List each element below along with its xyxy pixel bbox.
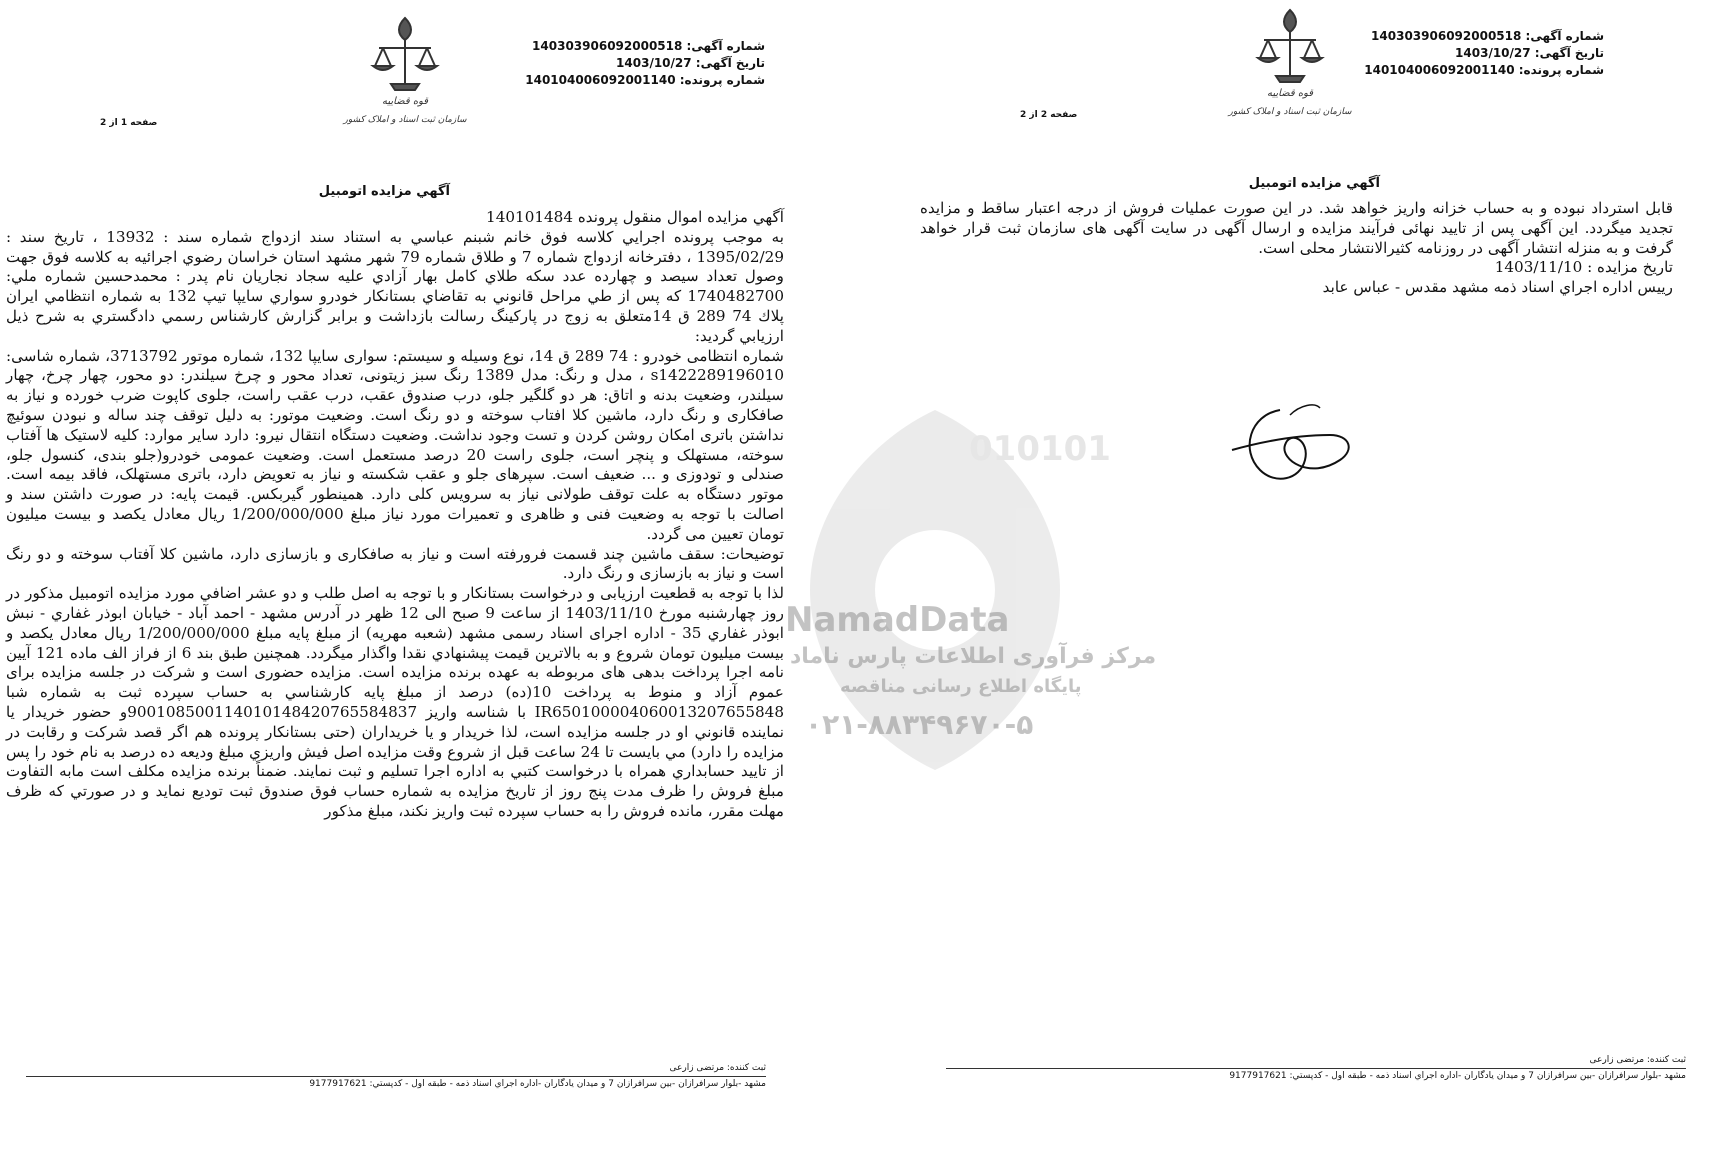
svg-text:010101: 010101 [969,429,1111,469]
document-page-2 [920,0,1722,1153]
svg-text:سازمان ثبت اسناد و املاک کشور: سازمان ثبت اسناد و املاک کشور [343,115,467,125]
svg-text:قوه قضاییه: قوه قضاییه [1266,88,1314,99]
watermark-line1: مرکز فرآوری اطلاعات پارس ناماد [790,644,1157,669]
page-footer [26,1063,766,1089]
watermark-brand: NamadData [785,600,1010,640]
footer-divider [26,1076,766,1077]
body-paragraph: آگهي مزايده اموال منقول پرونده 140101484 [486,208,784,226]
body-paragraph: به موجب پرونده اجرايي کلاسه فوق خانم شبنم عباسي به استناد سند ازدواج شماره سند : 13932 ، تاريخ سند : 1395/02/29 ، دفترخانه ازدواج شماره 7 و طلاق شماره 79 شهر مشهد استان خراسان رضوي اجرائيه به کلاسه فوق جهت وصول تعداد سيصد و چهارده عدد سكه طلاي كامل بهار آزادي عليه سجاد نجاريان نام پدر : محمدحسين شماره ملي: 1740482700 كه پس از طي مراحل قانوني به تقاضاي بستانكار خودرو سواري سايپا تيپ 132 به شماره انتظامي ايران پلاك 74 289 ق 14متعلق به زوج در پاركينگ رسالت بازداشت و برابر گزارش كارشناس رسمي دادگستري به شرح ذيل ارزيابي گرديد: [6,227,785,345]
document-title: آگهي مزايده اتومبيل [1248,176,1380,191]
footer-address: مشهد -بلوار سرافرازان -بين سرافرازان 7 و ميدان يادگاران -اداره اجراي اسناد ذمه - طبقه اول - کدپستي: 9177917621 [309,1079,766,1089]
watermark-line2: پایگاه اطلاع رسانی مناقصه [840,676,1082,697]
notice-number: شماره آگهی: 140303906092000518 [532,39,765,53]
document-body [6,208,784,822]
judiciary-emblem-icon [345,10,465,130]
body-paragraph: توضیحات: سقف ماشین چند قسمت فرورفته است و نیاز به صافکاری و بازسازی دارد، ماشین کلا آفتاب سوخته و دو رنگ است و نیاز به بازسازی و رنگ دارد. [6,544,784,583]
notice-number: شماره آگهی: 140303906092000518 [1371,29,1604,43]
footer-address: مشهد -بلوار سرافرازان -بين سرافرازان 7 و ميدان يادگاران -اداره اجراي اسناد ذمه - طبقه اول - کدپستي: 9177917621 [1229,1071,1686,1081]
notice-date: تاریخ آگهی: 1403/10/27 [616,56,765,70]
signer-line: رییس اداره اجراي اسناد ذمه مشهد مقدس - عباس عابد [1322,278,1673,297]
watermark-phone: ۰۲۱-۸۸۳۴۹۶۷۰-۵ [805,708,1034,741]
page-footer [946,1055,1686,1081]
case-number: شماره پرونده: 140104006092001140 [1364,63,1604,77]
case-number: شماره پرونده: 140104006092001140 [525,73,765,87]
footer-divider [946,1068,1686,1069]
auction-date: تاریخ مزایده : 1403/11/10 [1494,258,1673,277]
svg-text:سازمان ثبت اسناد و املاک کشور: سازمان ثبت اسناد و املاک کشور [1228,107,1352,117]
svg-text:قوه قضاییه: قوه قضاییه [381,96,429,107]
page-number: صفحه 1 از 2 [100,118,158,128]
notice-date: تاریخ آگهی: 1403/10/27 [1455,46,1604,60]
body-paragraph: شماره انتظامی خودرو : 74 289 ق 14، نوع وسیله و سیستم: سواری سایپا 132، شماره موتور 3713792، شماره شاسی: s1422289196010 ، مدل و رنگ: مدل 1389 رنگ سبز زیتونی، تعداد محور و چرخ سیلندر: دو محور، چهار چرخ، چهار سیلندر، وضعیت بدنه و اتاق: هر دو گلگیر جلو، درب صندوق عقب، درب عقب راست، جلوی کاپوت ضرب خورده و نیاز به صافکاری و رنگ دارد، ماشین کلا افتاب سوخته و دو رنگ است. وضعیت موتور: به دلیل توقف چند ساله و نبودن سوئیچ نداشتن باتری امکان روشن کردن و تست وجود نداشت. وضعیت دستگاه انتقال نیرو: دارد سایر موارد: کلیه لاستیک ها آفتاب سوخته، مستهلک و پنچر است، جلوی راست 20 درصد مستعمل است. وضعیت عمومی خودرو(جلو بندی، کنسول جلو، صندلی و تودوزی و ... ضعیف است. سپرهای جلو و عقب شکسته و نیاز به تعویض دارد، باتری مستهلک، فاقد بیمه است. موتور دستگاه به علت توقف طولانی نیاز به سرویس کلی دارد. همینطور گیربکس. قیمت پایه: در صورت داشتن سند و اصالت با توجه به وضعیت فنی و ظاهری و تعمیرات مورد نیاز مبلغ 1/200/000/000 ریال معادل یکصد و بیست میلیون تومان تعیین می گردد. [6,346,785,543]
registrar: ثبت کننده: مرتضی زارعی [1589,1055,1686,1065]
page-number: صفحه 2 از 2 [1020,110,1078,120]
document-title: آگهي مزايده اتومبيل [318,184,450,199]
judiciary-emblem-icon [1230,2,1350,122]
notice-meta [1364,28,1604,79]
body-paragraph: لذا با توجه به قطعیت ارزیابی و درخواست بستانکار و با توجه به اصل طلب و دو عشر اضافي مورد مزايده اتومبیل مذکور در روز چهارشنبه مورخ 1403/11/10 از ساعت 9 صبح الی 12 ظهر در آدرس مشهد - احمد آباد - خيابان ابوذر غفاري - نبش ابوذر غفاري 35 - اداره اجرای اسناد رسمی مشهد (شعبه مهریه) از مبلغ پایه مبلغ 1/200/000/000 ریال معادل یکصد و بیست میلیون تومان شروع و به بالاترين قيمت پيشنهادي نقدا واگذار ميگردد. همچنین طبق بند 6 از فراز الف ماده 121 آیین نامه اجرا پرداخت بدهی های مربوطه به عهده برنده مزایده است. مزایده حضوری است و شرکت در جلسه مزایده برای عموم آزاد و منوط به پرداخت 10(ده) درصد از مبلغ پایه کارشناسي به حساب سپرده ثبت به شماره شبا IR650100004060013207655848 با شناسه واریز 900108500114010148420765584837و حضور خريدار يا نماينده قانوني او در جلسه مزايده است، لذا خریدار و یا خریداران (حتی بستانکار پرونده هم اگر قصد شرکت و رقابت در مزایده را دارد) مي بايست تا 24 ساعت قبل از شروع وقت مزايده اصل فيش واريزي مبلغ وديعه ده درصد به نام خود را پس از تاييد حسابداري همراه با درخواست كتبي به اداره اجرا تسليم و ثبت نمايند. ضمناً برنده مزایده مکلف است مابه التفاوت مبلغ فروش را ظرف مدت پنج روز از تاریخ مزایده به شماره حساب فوق صندوق ثبت تودیع نماید و در صورتي كه ظرف مهلت مقرر، مانده فروش را به حساب سپرده ثبت واريز نكند، مبلغ مذكور [6,584,784,820]
notice-meta [525,38,765,89]
document-body [920,199,1673,298]
body-paragraph: قابل استرداد نبوده و به حساب خزانه واریز خواهد شد. در این صورت عملیات فروش از درجه اعتبار ساقط و مزایده تجدید میگردد. این آگهی پس از تایید نهائی فرآیند مزایده و ارسال آگهی در سایت آگهی های سازمان ثبت قرار خواهد گرفت و به منزله انتشار آگهی در روزنامه کثیرالانتشار محلی است. [920,199,1673,257]
signature-icon [1230,390,1370,500]
registrar: ثبت کننده: مرتضی زارعی [669,1063,766,1073]
